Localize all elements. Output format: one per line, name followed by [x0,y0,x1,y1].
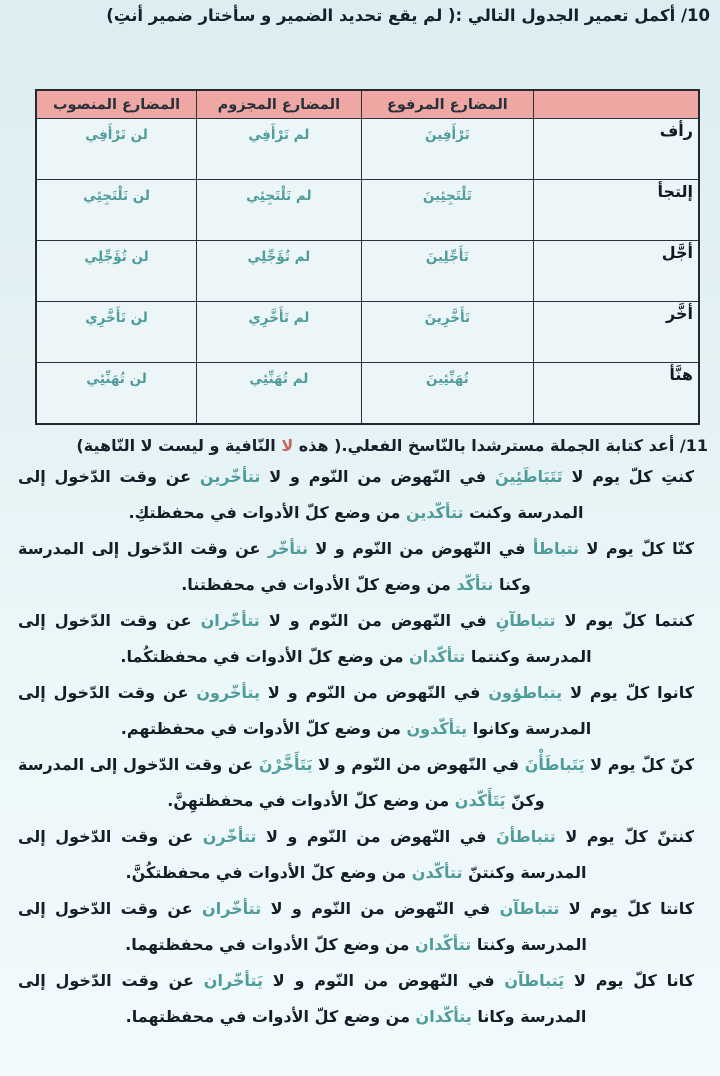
marfou-cell: تَأَجِّلِينَ [361,241,533,302]
highlighted-verb: يَتأخّران [203,971,263,990]
sentence-text: في النّهوض من النّوم و لا [312,755,525,774]
sentence-text: عن وقت الدّخول إلى المدرسة وكنا [18,539,531,594]
highlighted-verb: يتأكّدون [406,719,468,738]
majzoum-cell: لم تُهَنِّئِي [197,363,362,425]
sentence-text: من وضع كلّ الأدوات في محفظتهم. [120,719,407,738]
highlighted-verb: يتأخّرون [196,683,260,702]
sentence-text: كنتِ كلّ يوم لا [562,467,695,486]
sentence-text: في النّهوض من النّوم و لا [262,971,505,990]
marfou-cell: تَلْتَجِئِينَ [361,180,533,241]
marfou-cell: تَأَخَّرِينَ [361,302,533,363]
table-row [36,363,699,425]
table-row [36,302,699,363]
sentence-text: من وضع كلّ الأدوات في محفظتهِنَّ. [167,791,455,810]
sentence-text: من وضع كلّ الأدوات في محفظتكُنَّ. [125,863,412,882]
highlighted-verb: تتباطآنِ [495,611,556,630]
sentence-paragraph-1 [18,459,694,531]
sentence-paragraph-4 [18,675,694,747]
sentence-text: في النّهوض من النّوم و لا [261,899,500,918]
majzoum-cell: لم تُؤَجِّلِي [197,241,362,302]
sentence-text: عن وقت الدّخول إلى المدرسة وكنت [18,467,584,522]
table-row [36,180,699,241]
highlighted-verb: تتأكّدين [406,503,464,522]
sentence-text: عن وقت الدّخول إلى المدرسة وكنّ [18,755,545,810]
header-cell-marfou: المضارع المرفوع [361,90,533,119]
sentence-text: كنّا كلّ يوم لا [579,539,694,558]
header-cell-mansoub: المضارع المنصوب [36,90,197,119]
sentence-paragraph-8 [18,963,694,1035]
sentence-text: كانا كلّ يوم لا [564,971,694,990]
sentence-text: عن وقت الدّخول إلى المدرسة وكانا [18,971,587,1026]
highlighted-verb: يَتَأَكّدن [454,791,506,810]
sentence-text: في النّهوض من النّوم و لا [259,611,496,630]
sentence-text: كنتنّ كلّ يوم لا [555,827,695,846]
sentence-paragraph-3 [18,603,694,675]
sentence-paragraph-5 [18,747,694,819]
header-cell-verb [534,90,699,119]
verb-cell: إلتجأ [534,180,699,241]
mansoub-cell: لن تُهَنِّئِي [36,363,197,425]
table-header-row [36,90,699,119]
sentences-section [18,459,694,1035]
highlighted-verb: يتباطؤون [488,683,563,702]
highlighted-verb: يَتَباطَأْنَ [524,755,585,774]
table-row [36,241,699,302]
sentence-text: في النّهوض من النّوم و لا [256,827,496,846]
sentence-paragraph-6 [18,819,694,891]
sentence-text: في النّهوض من النّوم و لا [307,539,533,558]
sentence-text: في النّهوض من النّوم و لا [260,467,495,486]
highlighted-verb: تتباطأنَ [495,827,556,846]
sentence-text: عن وقت الدّخول إلى المدرسة وكانوا [18,683,592,738]
sentence-text: من وضع كلّ الأدوات في محفظتكُما. [120,647,410,666]
sentence-text: عن وقت الدّخول إلى المدرسة وكنتنّ [18,827,587,882]
highlighted-verb: تتأخّرين [199,467,261,486]
sentence-text: كانتا كلّ يوم لا [559,899,695,918]
sentence-text: من وضع كلّ الأدوات في محفظتنا. [181,575,457,594]
header-cell-majzoum: المضارع المجزوم [197,90,362,119]
highlighted-verb: تتأكّدن [411,863,463,882]
highlighted-verb: يَتباطآن [504,971,565,990]
sentence-text: كانوا كلّ يوم لا [562,683,695,702]
sentence-text: كنتما كلّ يوم لا [555,611,695,630]
highlighted-verb: تتأخّرن [202,827,257,846]
majzoum-cell: لم تَأَخَّرِي [197,302,362,363]
highlighted-verb: تَتَبَاطَئِينَ [495,467,563,486]
majzoum-cell: لم تَلْتَجِئِي [197,180,362,241]
sentence-text: من وضع كلّ الأدوات في محفظتهما. [125,935,416,954]
majzoum-cell: لم تَرْأَفِي [197,119,362,180]
verb-cell: رأف [534,119,699,180]
highlighted-verb: تتأخّران [200,611,260,630]
highlighted-verb: تتباطآن [499,899,560,918]
q11-text-after: النّافية و ليست لا النّاهية) [76,436,282,455]
negation-la-red: لا [281,436,294,455]
highlighted-verb: يَتَأَخَّرْنَ [258,755,313,774]
mansoub-cell: لن تَرْأَفِي [36,119,197,180]
sentence-text: عن وقت الدّخول إلى المدرسة وكنتما [18,611,592,666]
verb-cell: أخَّر [534,302,699,363]
highlighted-verb: يتأكّدان [415,1007,472,1026]
highlighted-verb: تتأكّدان [409,647,466,666]
sentence-text: عن وقت الدّخول إلى المدرسة وكنتا [18,899,587,954]
mansoub-cell: لن تُؤَجِّلِي [36,241,197,302]
verb-cell: أجَّل [534,241,699,302]
conjugation-table [35,89,700,425]
highlighted-verb: نتأخّر [267,539,308,558]
highlighted-verb: تتأخّران [202,899,262,918]
q11-text-before: 11/ أعد كتابة الجملة مسترشدا بالنّاسخ الفعلي.( هذه [293,436,708,455]
question-10-title: 10/ أكمل تعمير الجدول التالي :( لم يقع تحديد الضمير و سأختار ضمير أنتِ) [106,6,710,25]
sentence-text: في النّهوض من النّوم و لا [259,683,489,702]
mansoub-cell: لن تَلْتَجِئِي [36,180,197,241]
verb-cell: هنَّأ [534,363,699,425]
sentence-paragraph-2 [18,531,694,603]
sentence-text: من وضع كلّ الأدوات في محفظتهما. [125,1007,416,1026]
sentence-text: من وضع كلّ الأدوات في محفظتكِ. [128,503,406,522]
table-row [36,119,699,180]
highlighted-verb: نتباطأ [532,539,580,558]
marfou-cell: تُهَنِّئِينَ [361,363,533,425]
sentence-paragraph-7 [18,891,694,963]
marfou-cell: تَرْأَفِينَ [361,119,533,180]
question-11-title [0,436,708,455]
sentence-text: كنّ كلّ يوم لا [584,755,695,774]
highlighted-verb: نتأكّد [456,575,494,594]
mansoub-cell: لن تَأَخَّرِي [36,302,197,363]
highlighted-verb: تتأكّدان [415,935,472,954]
